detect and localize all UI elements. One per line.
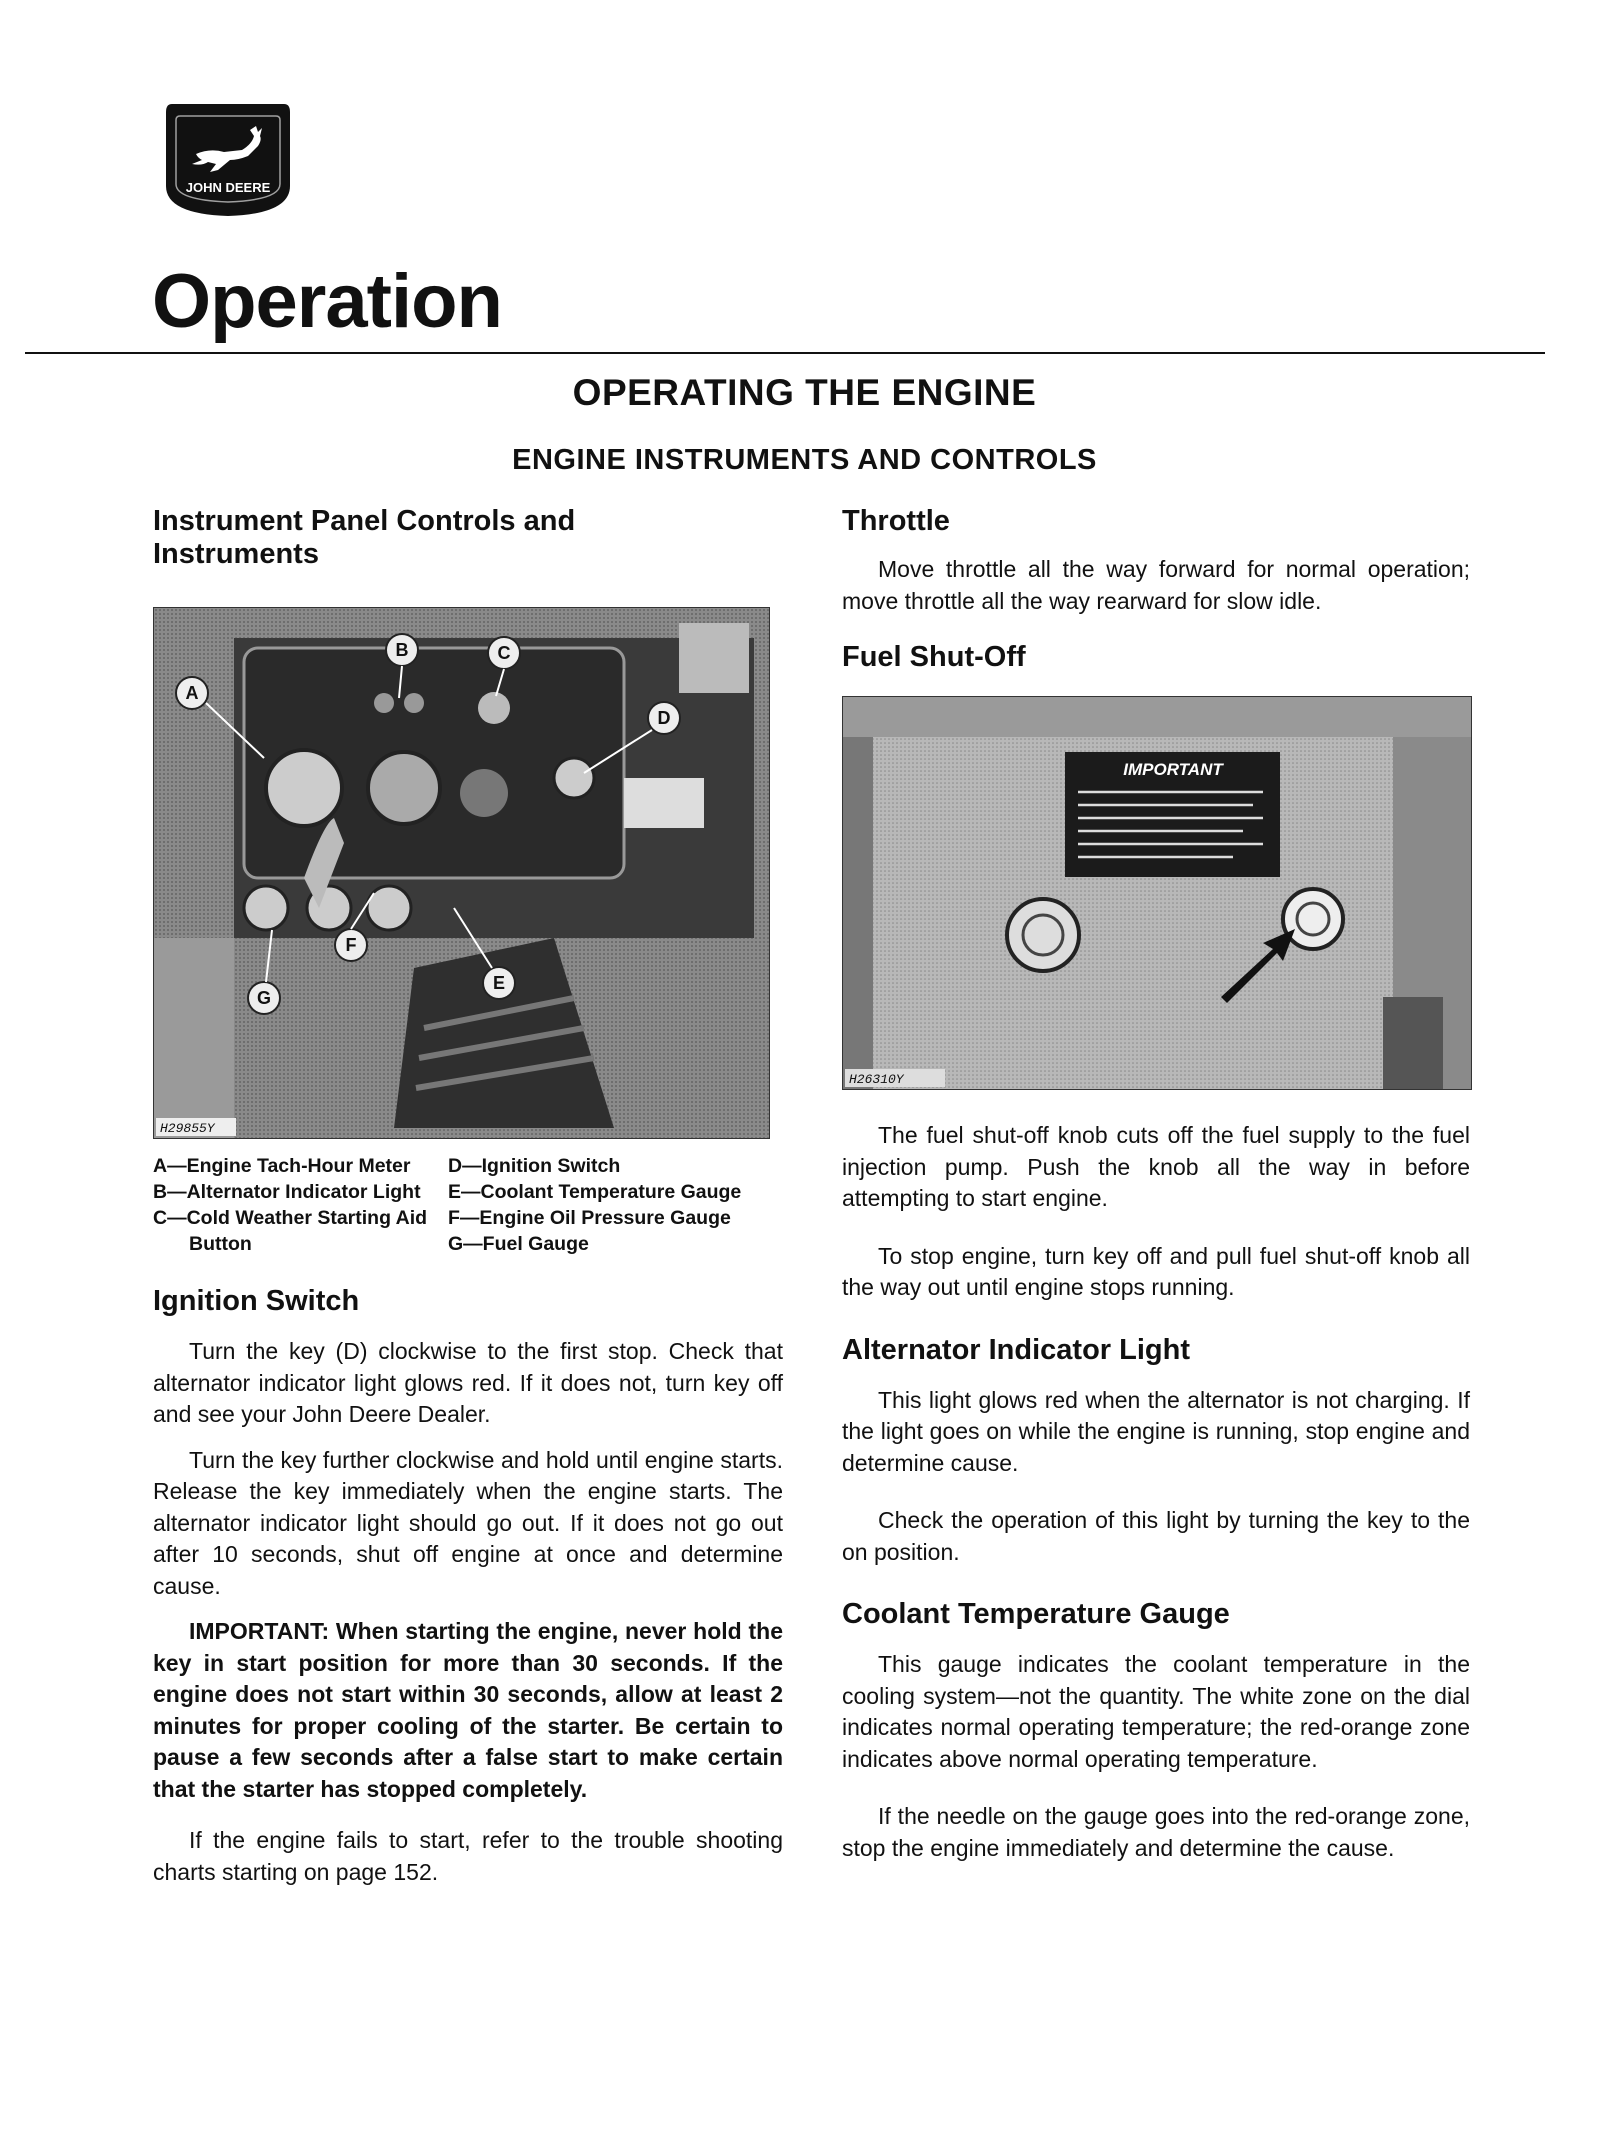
ignition-paragraph-1: Turn the key (D) clockwise to the first stop. Check that alternator indicator light glows red. If it does not, turn key off and see your John Deere Dealer. xyxy=(153,1338,783,1427)
ignition-heading: Ignition Switch xyxy=(153,1285,360,1317)
fuel-paragraph-1: The fuel shut-off knob cuts off the fuel supply to the fuel injection pump. Push the knob all the way in before attempting to start engine. xyxy=(842,1122,1470,1211)
ignition-paragraph-3: If the engine fails to start, refer to the trouble shooting charts starting on page 152. xyxy=(153,1827,783,1885)
legend-column-2 xyxy=(448,1153,783,1257)
coolant-heading: Coolant Temperature Gauge xyxy=(842,1598,1230,1630)
legend-item: B—Alternator Indicator Light xyxy=(153,1181,421,1203)
photo-id-label: H29855Y xyxy=(160,1121,215,1136)
alternator-paragraph-2: Check the operation of this light by turning the key to the on position. xyxy=(842,1507,1470,1565)
svg-text:C: C xyxy=(497,643,511,663)
alternator-paragraph-1: This light glows red when the alternator is not charging. If the light goes on while the engine is running, stop engine and determine cause. xyxy=(842,1386,1470,1476)
coolant-paragraph-1: This gauge indicates the coolant temperature in the cooling system—not the quantity. The white zone on the dial indicates normal operating temperature; the red-orange zone indicates above normal operating temperature. xyxy=(842,1651,1470,1772)
svg-text:D: D xyxy=(657,708,671,728)
fuel-photo-id-label: H26310Y xyxy=(849,1072,904,1087)
left-column xyxy=(153,505,783,1888)
svg-text:A: A xyxy=(185,683,199,703)
panel-heading: Instrument Panel Controls and Instruments xyxy=(153,505,576,570)
svg-text:F: F xyxy=(345,935,357,955)
throttle-heading: Throttle xyxy=(842,505,950,537)
ignition-paragraph-2: Turn the key further clockwise and hold until engine starts. Release the key immediately when the engine starts. The alternator indicator light should go out. If it does not go out after 10 seconds, shut off engine at once and determine cause. xyxy=(153,1446,783,1599)
svg-text:B: B xyxy=(395,640,409,660)
section-title: Operation xyxy=(152,259,502,344)
instrument-panel-photo xyxy=(153,607,770,1139)
fuel-shutoff-heading: Fuel Shut-Off xyxy=(842,641,1026,673)
alternator-heading: Alternator Indicator Light xyxy=(842,1333,1190,1366)
legend-item: G—Fuel Gauge xyxy=(448,1233,589,1255)
legend-item: E—Coolant Temperature Gauge xyxy=(448,1181,742,1203)
svg-text:E: E xyxy=(492,973,506,993)
legend-column-1 xyxy=(153,1153,448,1257)
right-column xyxy=(842,505,1470,1864)
svg-text:G: G xyxy=(256,988,272,1008)
deer-logo-icon xyxy=(158,100,298,218)
logo-text: JOHN DEERE xyxy=(185,180,271,195)
legend-item: A—Engine Tach-Hour Meter xyxy=(153,1155,411,1177)
legend-item: F—Engine Oil Pressure Gauge xyxy=(448,1207,731,1229)
header-rule xyxy=(25,352,1545,354)
fuel-shutoff-photo xyxy=(842,696,1472,1090)
page-heading: OPERATING THE ENGINE xyxy=(572,372,1037,413)
legend-item: C—Cold Weather Starting Aid Button xyxy=(153,1207,428,1255)
throttle-paragraph: Move throttle all the way forward for normal operation; move throttle all the way rearward for slow idle. xyxy=(842,556,1470,614)
photo-legend xyxy=(153,1153,783,1257)
ignition-important-note: IMPORTANT: When starting the engine, never hold the key in start position for more than 30 seconds. If the engine does not start within 30 seconds, allow at least 2 minutes for proper cooling of the starter. Be certain to pause a few seconds after a false start to make certain that the starter has stopped completely. xyxy=(153,1618,783,1802)
legend-item: D—Ignition Switch xyxy=(448,1155,621,1177)
page-subheading: ENGINE INSTRUMENTS AND CONTROLS xyxy=(512,444,1097,476)
coolant-paragraph-2: If the needle on the gauge goes into the red-orange zone, stop the engine immediately and determine the cause. xyxy=(842,1803,1470,1861)
fuel-photo-sign-text: IMPORTANT xyxy=(1123,760,1223,779)
fuel-paragraph-2: To stop engine, turn key off and pull fuel shut-off knob all the way out until engine stops running. xyxy=(842,1242,1470,1300)
john-deere-logo xyxy=(158,100,298,218)
